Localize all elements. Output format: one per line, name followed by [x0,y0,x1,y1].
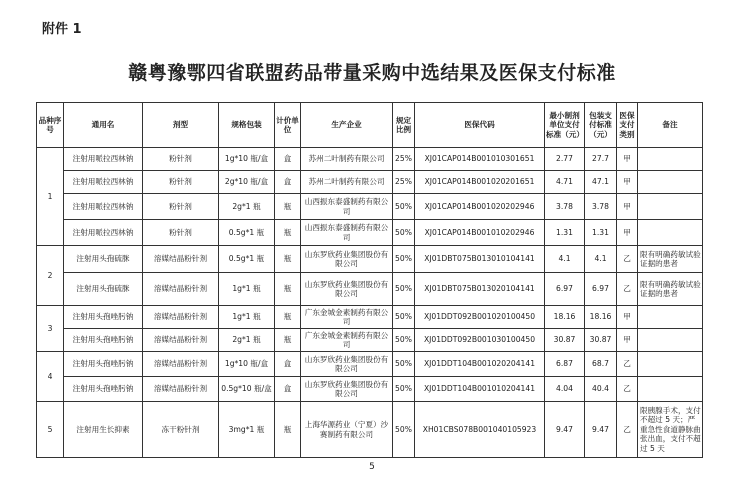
procurement-table [36,102,703,458]
category-cell: 甲 [617,306,638,329]
unit-price-cell: 4.1 [545,246,585,273]
note-cell [638,352,703,377]
pack-price-cell: 18.16 [585,306,617,329]
header-cell: 剂型 [143,103,219,148]
manufacturer-cell: 苏州二叶制药有限公司 [301,148,393,171]
generic-name-cell: 注射用哌拉西林钠 [64,171,143,194]
header-cell: 品种序号 [37,103,64,148]
dosage-form-cell: 溶媒结晶粉针剂 [143,377,219,402]
manufacturer-cell: 广东金城金素制药有限公司 [301,329,393,352]
dosage-form-cell: 冻干粉针剂 [143,402,219,458]
category-cell: 甲 [617,220,638,246]
generic-name-cell: 注射用头孢唑肟钠 [64,352,143,377]
pack-price-cell: 40.4 [585,377,617,402]
unit-cell: 瓶 [275,273,301,306]
insurance-code-cell: XJ01DBT075B013010104141 [415,246,545,273]
unit-price-cell: 1.31 [545,220,585,246]
manufacturer-cell: 苏州二叶制药有限公司 [301,171,393,194]
note-cell [638,148,703,171]
generic-name-cell: 注射用哌拉西林钠 [64,220,143,246]
note-cell: 限有明确药敏试验证据的患者 [638,246,703,273]
insurance-code-cell: XJ01CAP014B001010301651 [415,148,545,171]
spec-cell: 2g*1 瓶 [219,194,275,220]
unit-cell: 瓶 [275,220,301,246]
manufacturer-cell: 山西振东泰盛制药有限公司 [301,220,393,246]
category-cell: 甲 [617,148,638,171]
pack-price-cell: 3.78 [585,194,617,220]
header-cell: 生产企业 [301,103,393,148]
page-number: 5 [369,462,375,472]
unit-cell: 瓶 [275,194,301,220]
note-cell [638,377,703,402]
unit-price-cell: 4.04 [545,377,585,402]
generic-name-cell: 注射用哌拉西林钠 [64,148,143,171]
table-row [37,148,703,171]
ratio-cell: 50% [393,220,415,246]
ratio-cell: 50% [393,306,415,329]
generic-name-cell: 注射用哌拉西林钠 [64,194,143,220]
dosage-form-cell: 粉针剂 [143,220,219,246]
unit-price-cell: 30.87 [545,329,585,352]
dosage-form-cell: 溶媒结晶粉针剂 [143,246,219,273]
unit-price-cell: 6.87 [545,352,585,377]
ratio-cell: 50% [393,194,415,220]
note-cell: 限有明确药敏试验证据的患者 [638,273,703,306]
category-cell: 乙 [617,377,638,402]
unit-price-cell: 6.97 [545,273,585,306]
ratio-cell: 50% [393,246,415,273]
spec-cell: 0.5g*1 瓶 [219,246,275,273]
group-number-cell: 4 [37,352,64,402]
header-cell: 包装支付标准（元） [585,103,617,148]
unit-cell: 瓶 [275,329,301,352]
table-header-row [37,103,703,148]
header-cell: 备注 [638,103,703,148]
insurance-code-cell: XJ01DDT104B001020204141 [415,352,545,377]
table-row [37,306,703,329]
insurance-code-cell: XJ01CAP014B001020201651 [415,171,545,194]
insurance-code-cell: XJ01DDT104B001010204141 [415,377,545,402]
dosage-form-cell: 溶媒结晶粉针剂 [143,329,219,352]
unit-price-cell: 9.47 [545,402,585,458]
unit-cell: 盒 [275,377,301,402]
generic-name-cell: 注射用生长抑素 [64,402,143,458]
ratio-cell: 50% [393,402,415,458]
header-cell: 医保代码 [415,103,545,148]
dosage-form-cell: 溶媒结晶粉针剂 [143,306,219,329]
generic-name-cell: 注射用头孢唑肟钠 [64,377,143,402]
table-row [37,377,703,402]
table-row [37,273,703,306]
table-row [37,220,703,246]
unit-cell: 瓶 [275,246,301,273]
dosage-form-cell: 粉针剂 [143,148,219,171]
unit-cell: 瓶 [275,306,301,329]
table-row [37,402,703,458]
header-cell: 通用名 [64,103,143,148]
unit-price-cell: 4.71 [545,171,585,194]
spec-cell: 1g*10 瓶/盒 [219,148,275,171]
pack-price-cell: 68.7 [585,352,617,377]
unit-cell: 盒 [275,148,301,171]
note-cell [638,220,703,246]
spec-cell: 2g*1 瓶 [219,329,275,352]
pack-price-cell: 6.97 [585,273,617,306]
group-number-cell: 3 [37,306,64,352]
spec-cell: 3mg*1 瓶 [219,402,275,458]
dosage-form-cell: 溶媒结晶粉针剂 [143,352,219,377]
category-cell: 甲 [617,329,638,352]
header-cell: 规格包装 [219,103,275,148]
header-cell: 最小制剂单位支付标准（元） [545,103,585,148]
insurance-code-cell: XH01CBS078B001040105923 [415,402,545,458]
dosage-form-cell: 溶媒结晶粉针剂 [143,273,219,306]
group-number-cell: 5 [37,402,64,458]
pack-price-cell: 4.1 [585,246,617,273]
table-row [37,171,703,194]
manufacturer-cell: 山东罗欣药业集团股份有限公司 [301,273,393,306]
pack-price-cell: 1.31 [585,220,617,246]
category-cell: 乙 [617,402,638,458]
spec-cell: 1g*1 瓶 [219,273,275,306]
ratio-cell: 50% [393,352,415,377]
ratio-cell: 25% [393,171,415,194]
note-cell: 限胰腺手术，支付不超过 5 天；严重急性食道静脉曲张出血，支付不超过 5 天 [638,402,703,458]
generic-name-cell: 注射用头孢硫脒 [64,246,143,273]
spec-cell: 2g*10 瓶/盒 [219,171,275,194]
manufacturer-cell: 山西振东泰盛制药有限公司 [301,194,393,220]
note-cell [638,306,703,329]
manufacturer-cell: 广东金城金素制药有限公司 [301,306,393,329]
insurance-code-cell: XJ01DDT092B001030100450 [415,329,545,352]
header-cell: 医保支付类别 [617,103,638,148]
insurance-code-cell: XJ01CAP014B001010202946 [415,220,545,246]
category-cell: 乙 [617,352,638,377]
unit-price-cell: 3.78 [545,194,585,220]
table-row [37,352,703,377]
table-row [37,194,703,220]
manufacturer-cell: 山东罗欣药业集团股份有限公司 [301,246,393,273]
spec-cell: 1g*1 瓶 [219,306,275,329]
spec-cell: 1g*10 瓶/盒 [219,352,275,377]
manufacturer-cell: 上海华源药业（宁夏）沙赛制药有限公司 [301,402,393,458]
header-cell: 计价单位 [275,103,301,148]
spec-cell: 0.5g*10 瓶/盒 [219,377,275,402]
annex-label: 附件 1 [42,22,82,37]
manufacturer-cell: 山东罗欣药业集团股份有限公司 [301,352,393,377]
pack-price-cell: 27.7 [585,148,617,171]
unit-cell: 盒 [275,352,301,377]
table-row [37,329,703,352]
insurance-code-cell: XJ01CAP014B001020202946 [415,194,545,220]
dosage-form-cell: 粉针剂 [143,171,219,194]
pack-price-cell: 47.1 [585,171,617,194]
pack-price-cell: 30.87 [585,329,617,352]
unit-price-cell: 18.16 [545,306,585,329]
page-title: 赣粤豫鄂四省联盟药品带量采购中选结果及医保支付标准 [128,62,616,84]
generic-name-cell: 注射用头孢唑肟钠 [64,329,143,352]
ratio-cell: 25% [393,148,415,171]
category-cell: 乙 [617,273,638,306]
ratio-cell: 50% [393,377,415,402]
generic-name-cell: 注射用头孢硫脒 [64,273,143,306]
unit-cell: 盒 [275,171,301,194]
category-cell: 甲 [617,171,638,194]
note-cell [638,329,703,352]
ratio-cell: 50% [393,273,415,306]
insurance-code-cell: XJ01DDT092B001020100450 [415,306,545,329]
group-number-cell: 1 [37,148,64,246]
pack-price-cell: 9.47 [585,402,617,458]
group-number-cell: 2 [37,246,64,306]
unit-price-cell: 2.77 [545,148,585,171]
header-cell: 规定比例 [393,103,415,148]
ratio-cell: 50% [393,329,415,352]
unit-cell: 瓶 [275,402,301,458]
manufacturer-cell: 山东罗欣药业集团股份有限公司 [301,377,393,402]
category-cell: 乙 [617,246,638,273]
note-cell [638,194,703,220]
spec-cell: 0.5g*1 瓶 [219,220,275,246]
dosage-form-cell: 粉针剂 [143,194,219,220]
note-cell [638,171,703,194]
category-cell: 甲 [617,194,638,220]
generic-name-cell: 注射用头孢唑肟钠 [64,306,143,329]
insurance-code-cell: XJ01DBT075B013020104141 [415,273,545,306]
table-row [37,246,703,273]
